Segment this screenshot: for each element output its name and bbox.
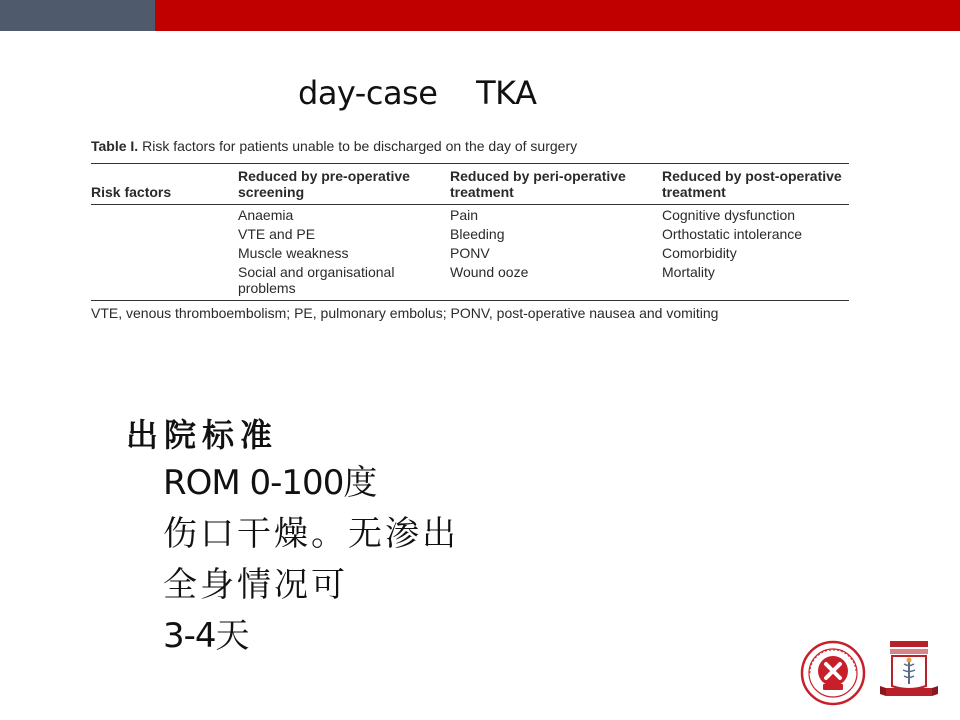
table-row bbox=[91, 263, 849, 301]
table-header-cell: Reduced by peri-operative treatment bbox=[450, 164, 662, 205]
table-cell bbox=[91, 263, 238, 301]
table-row bbox=[91, 244, 849, 263]
criteria-item-rom bbox=[163, 458, 459, 509]
orthopedics-department-emblem-icon bbox=[878, 638, 940, 702]
table-cell: Bleeding bbox=[450, 226, 505, 242]
criteria-item-latin: ROM 0-100 bbox=[163, 463, 344, 503]
xiangya-hospital-seal-icon bbox=[800, 640, 866, 706]
table-row bbox=[91, 225, 849, 244]
table-cell: Muscle weakness bbox=[238, 245, 349, 261]
table-cell bbox=[91, 225, 238, 244]
table-cell: Pain bbox=[450, 207, 479, 223]
table-cell: Social and organisational problems bbox=[238, 264, 395, 296]
table-cell: Orthostatic intolerance bbox=[662, 226, 803, 242]
table-cell bbox=[91, 244, 238, 263]
criteria-heading: 出院标准 bbox=[126, 416, 279, 454]
table-cell bbox=[91, 205, 238, 226]
table-header-row bbox=[91, 164, 849, 205]
table-cell: Comorbidity bbox=[662, 245, 737, 261]
table-cell: VTE and PE bbox=[238, 226, 316, 242]
table-cell: Cognitive dysfunction bbox=[662, 207, 796, 223]
risk-factor-table-block bbox=[91, 138, 849, 321]
criteria-item-wound bbox=[163, 509, 459, 560]
table-caption-label: Table I. bbox=[91, 138, 139, 154]
table-caption-text: Risk factors for patients unable to be discharged on the day of surgery bbox=[138, 138, 578, 154]
criteria-item-cjk: 全身情况可 bbox=[163, 565, 348, 605]
criteria-item-cjk: 伤口干燥。无渗出 bbox=[163, 514, 459, 554]
criteria-item-general bbox=[163, 560, 459, 611]
discharge-criteria bbox=[126, 412, 459, 662]
table-header-cell: Risk factors bbox=[91, 164, 238, 205]
top-bar-right-accent bbox=[155, 0, 960, 31]
slide-title: day-case TKA bbox=[298, 74, 537, 112]
table-header-cell: Reduced by pre-operative screening bbox=[238, 164, 450, 205]
table-cell: Wound ooze bbox=[450, 264, 529, 280]
top-bar-left-accent bbox=[0, 0, 155, 31]
table-header-cell: Reduced by post-operative treatment bbox=[662, 164, 849, 205]
table-caption bbox=[91, 138, 849, 154]
table-cell: PONV bbox=[450, 245, 490, 261]
criteria-item-days bbox=[163, 611, 459, 662]
table-row bbox=[91, 205, 849, 226]
criteria-item-latin: 3-4 bbox=[163, 616, 216, 656]
table-footnote: VTE, venous thromboembolism; PE, pulmonary embolus; PONV, post-operative nausea and vomiting bbox=[91, 305, 719, 321]
table-cell: Anaemia bbox=[238, 207, 294, 223]
criteria-item-cjk: 天 bbox=[215, 616, 253, 656]
criteria-item-cjk: 度 bbox=[343, 463, 381, 503]
table-cell: Mortality bbox=[662, 264, 715, 280]
risk-factor-table bbox=[91, 163, 849, 301]
